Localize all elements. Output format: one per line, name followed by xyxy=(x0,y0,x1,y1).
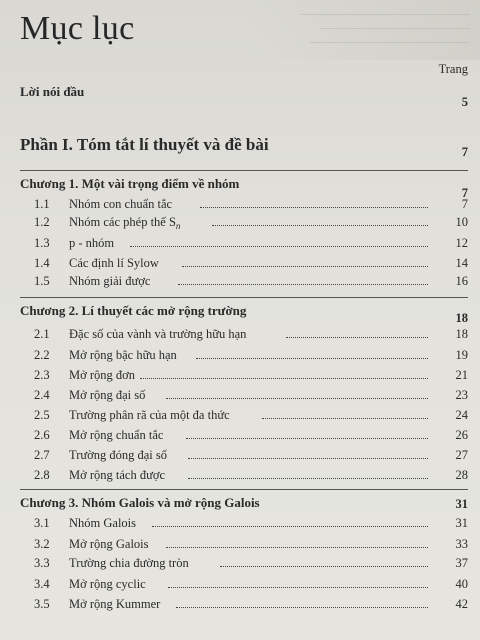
chapter-rule xyxy=(20,297,468,298)
section-page: 14 xyxy=(455,256,468,270)
toc-entry[interactable] xyxy=(0,197,480,215)
chapter-rule xyxy=(20,489,468,490)
leader-dots xyxy=(168,577,428,588)
bleed-through-line xyxy=(310,42,470,43)
section-page: 21 xyxy=(455,368,468,382)
toc-entry[interactable] xyxy=(0,348,480,366)
toc-entry[interactable] xyxy=(0,236,480,254)
leader-dots xyxy=(262,408,428,419)
leader-dots xyxy=(166,537,428,548)
preface-entry-page: 5 xyxy=(461,95,468,109)
section-number: 3.1 xyxy=(34,516,50,530)
leader-dots xyxy=(212,215,428,226)
section-page: 10 xyxy=(455,215,468,229)
section-title: Nhóm các phép thế $S_n$ xyxy=(69,215,181,231)
section-title: Mở rộng đại số xyxy=(69,388,146,402)
chapter-rule xyxy=(20,170,468,171)
toc-entry[interactable] xyxy=(0,577,480,595)
section-page: 37 xyxy=(455,556,468,570)
section-number: 2.6 xyxy=(34,428,50,442)
bleed-through-line xyxy=(320,28,470,29)
section-title: Nhóm con chuẩn tắc xyxy=(69,197,173,211)
section-title: Trường phân rã của một đa thức xyxy=(69,408,230,422)
toc-entry[interactable] xyxy=(0,556,480,574)
section-number: 2.8 xyxy=(34,468,50,482)
section-number: 1.3 xyxy=(34,236,50,250)
section-number: 2.4 xyxy=(34,388,50,402)
section-page: 28 xyxy=(455,468,468,482)
section-number: 2.1 xyxy=(34,327,50,341)
section-title: Nhóm Galois xyxy=(69,516,137,530)
section-page: 16 xyxy=(455,274,468,288)
leader-dots xyxy=(200,197,428,208)
toc-entry[interactable] xyxy=(0,388,480,406)
section-number: 2.3 xyxy=(34,368,50,382)
leader-dots xyxy=(196,348,428,359)
section-page: 7 xyxy=(461,197,468,211)
leader-dots xyxy=(220,556,428,567)
section-title: Các định lí Sylow xyxy=(69,256,159,270)
toc-entry[interactable] xyxy=(0,468,480,486)
part-page: 7 xyxy=(461,145,468,159)
section-title: Mở rộng Kummer xyxy=(69,597,161,611)
section-title: Mở rộng cyclic xyxy=(69,577,146,591)
chapter-page: 7 xyxy=(461,186,468,200)
section-page: 18 xyxy=(455,327,468,341)
leader-dots xyxy=(130,236,428,247)
section-number: 1.2 xyxy=(34,215,50,229)
section-number: 1.1 xyxy=(34,197,50,211)
part-title: Phần I. Tóm tắt lí thuyết và đề bài xyxy=(20,135,269,154)
toc-entry[interactable] xyxy=(0,516,480,534)
section-page: 19 xyxy=(455,348,468,362)
section-page: 12 xyxy=(455,236,468,250)
section-title: Mở rộng tách được xyxy=(69,468,166,482)
section-number: 3.3 xyxy=(34,556,50,570)
section-page: 23 xyxy=(455,388,468,402)
section-page: 27 xyxy=(455,448,468,462)
chapter-title: Chương 3. Nhóm Galois và mở rộng Galois xyxy=(20,495,260,510)
leader-dots xyxy=(188,468,428,479)
section-title: Trường đóng đại số xyxy=(69,448,168,462)
section-page: 42 xyxy=(455,597,468,611)
toc-entry[interactable] xyxy=(0,327,480,345)
toc-entry[interactable] xyxy=(0,368,480,386)
section-page: 40 xyxy=(455,577,468,591)
toc-entry[interactable] xyxy=(0,537,480,555)
toc-entry[interactable] xyxy=(0,256,480,274)
section-title: Mở rộng chuẩn tắc xyxy=(69,428,164,442)
section-number: 2.5 xyxy=(34,408,50,422)
preface-entry-label: Lời nói đầu xyxy=(20,84,85,99)
chapter-title: Chương 2. Lí thuyết các mở rộng trường xyxy=(20,303,247,318)
section-title: Nhóm giải được xyxy=(69,274,151,288)
chapter-page: 18 xyxy=(455,311,468,325)
section-number: 2.2 xyxy=(34,348,50,362)
section-number: 1.4 xyxy=(34,256,50,270)
section-title: Mở rộng bậc hữu hạn xyxy=(69,348,177,362)
bleed-through-shadow xyxy=(250,0,480,60)
toc-entry[interactable] xyxy=(0,448,480,466)
toc-entry[interactable] xyxy=(0,428,480,446)
section-title: Mở rộng đơn xyxy=(69,368,135,382)
leader-dots xyxy=(166,388,428,399)
section-page: 26 xyxy=(455,428,468,442)
section-number: 3.4 xyxy=(34,577,50,591)
section-title: Trường chia đường tròn xyxy=(69,556,189,570)
section-number: 1.5 xyxy=(34,274,50,288)
subscript: n xyxy=(175,221,181,231)
section-number: 2.7 xyxy=(34,448,50,462)
leader-dots xyxy=(186,428,428,439)
section-title: Mở rộng Galois xyxy=(69,537,149,551)
toc-entry[interactable] xyxy=(0,408,480,426)
leader-dots xyxy=(188,448,428,459)
toc-entry[interactable] xyxy=(0,215,480,233)
leader-dots xyxy=(286,327,428,338)
leader-dots xyxy=(152,516,428,527)
section-page: 33 xyxy=(455,537,468,551)
section-page: 24 xyxy=(455,408,468,422)
chapter-title: Chương 1. Một vài trọng điểm về nhóm xyxy=(20,176,240,191)
toc-entry[interactable] xyxy=(0,274,480,292)
leader-dots xyxy=(182,256,428,267)
leader-dots xyxy=(178,274,428,285)
toc-entry[interactable] xyxy=(0,597,480,615)
chapter-page: 31 xyxy=(455,497,468,511)
page-column-label: Trang xyxy=(438,62,468,76)
page-title: Mục lục xyxy=(20,10,135,47)
bleed-through-line xyxy=(300,14,470,15)
leader-dots xyxy=(140,368,428,379)
section-title: Đặc số của vành và trường hữu hạn xyxy=(69,327,247,341)
section-title: p - nhóm xyxy=(69,236,115,250)
section-page: 31 xyxy=(455,516,468,530)
section-number: 3.2 xyxy=(34,537,50,551)
section-number: 3.5 xyxy=(34,597,50,611)
leader-dots xyxy=(176,597,428,608)
